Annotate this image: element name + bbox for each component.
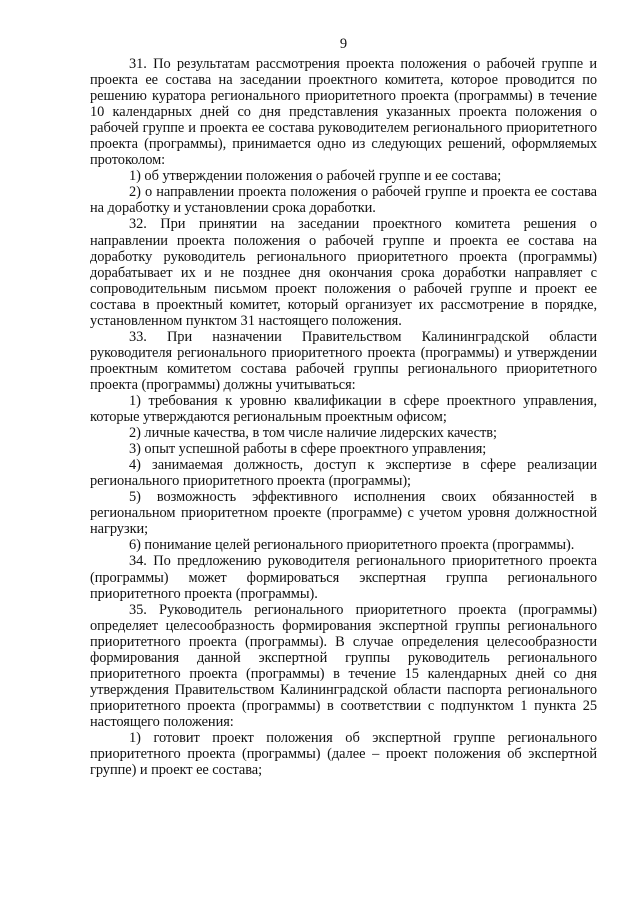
- paragraph-35-item-1: 1) готовит проект положения об экспертной группе регионального приоритетного проекта (программы) (далее – проект положения об экспертной группе) и проект ее состава;: [90, 729, 597, 779]
- paragraph-35: 35. Руководитель регионального приоритетного проекта (программы) определяет целесообразность формирования экспертной группы регионального приоритетного проекта (программы). В случае определения целесообразности формирования данной экспертной группы руководитель регионального приоритетного проекта (программы) в течение 15 календарных дней со дня утверждения Правительством Калининградской области паспорта регионального приоритетного проекта (программы) в соответствии с подпунктом 1 пункта 25 настоящего положения:: [90, 601, 597, 730]
- page-number: 9: [339, 36, 348, 52]
- paragraph-33-item-4: 4) занимаемая должность, доступ к экспертизе в сфере реализации регионального приоритетного проекта (программы);: [90, 457, 597, 490]
- paragraph-31-item-1: 1) об утверждении положения о рабочей группе и ее состава;: [129, 168, 502, 185]
- paragraph-33-item-3: 3) опыт успешной работы в сфере проектного управления;: [129, 441, 487, 458]
- document-page: [90, 34, 597, 778]
- paragraph-31: 31. По результатам рассмотрения проекта положения о рабочей группе и проекта ее состава на заседании проектного комитета, которое проводится по решению куратора регионального приоритетного проекта (программы) в течение 10 календарных дней со дня представления указанных проекта положения о рабочей группе и проекта ее состава руководителем регионального приоритетного проекта (программы), принимается одно из следующих решений, оформляемых протоколом:: [90, 56, 597, 169]
- paragraph-32: 32. При принятии на заседании проектного комитета решения о направлении проекта положения о рабочей группе и проекта ее состава на доработку руководитель регионального приоритетного проекта (программы) дорабатывает их и не позднее дня окончания срока доработки направляет с сопроводительным письмом проект положения о рабочей группе и проект ее состава в проектный комитет, который организует их рассмотрение в порядке, установленном пунктом 31 настоящего положения.: [90, 216, 597, 329]
- paragraph-34: 34. По предложению руководителя регионального приоритетного проекта (программы) может формироваться экспертная группа регионального приоритетного проекта (программы).: [90, 553, 597, 602]
- paragraph-33-item-6: 6) понимание целей регионального приоритетного проекта (программы).: [129, 537, 575, 554]
- paragraph-33-item-5: 5) возможность эффективного исполнения своих обязанностей в региональном приоритетном проекте (программе) с учетом уровня должностной нагрузки;: [90, 489, 597, 538]
- paragraph-33: 33. При назначении Правительством Калининградской области руководителя регионального приоритетного проекта (программы) и утверждении проектным комитетом состава рабочей группы регионального приоритетного проекта (программы) должны учитываться:: [90, 328, 597, 393]
- paragraph-33-item-2: 2) личные качества, в том числе наличие лидерских качеств;: [129, 425, 497, 442]
- paragraph-33-item-1: 1) требования к уровню квалификации в сфере проектного управления, которые утверждаются региональным проектным офисом;: [90, 392, 597, 426]
- paragraph-31-item-2: 2) о направлении проекта положения о рабочей группе и проекта ее состава на доработку и установлении срока доработки.: [90, 184, 597, 217]
